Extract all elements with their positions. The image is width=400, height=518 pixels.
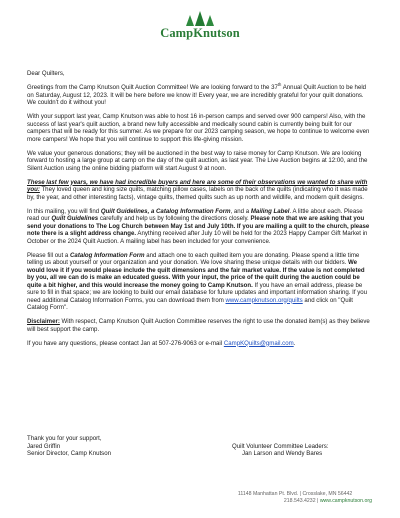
paragraph-catalog-form: Please fill out a Catalog Information Form and attach one to each quilted item you are donating. Please spend a little time telling us about yourself or your organization and your donation. We love sharing these unique details with our bidders. We would love it if you would please include the quilt dimensions and the fair market value. If the value is not completed by you, all we can do is make an educated guess. With your input, the price of the quilt during the auction could be quite a bit higher, and this would increase the money going to Camp Knutson. If you have an email address, please be sure to fill in that space; we are looking to build our email database for future updates and important information sharing. If you need additional Catalog Information Forms, you can download them from www.campknutson.org/quilts and click on "Quilt Catalog Form".	[27, 251, 368, 311]
committee-heading: Quilt Volunteer Committee Leaders:	[232, 442, 329, 450]
footer-phone: 218.543.4232	[283, 498, 316, 504]
committee-names: Jan Larson and Wendy Bares	[242, 450, 323, 458]
footer-address: 11148 Manhattan Pt. Blvd. | Crosslake, MN 56442	[237, 491, 353, 497]
paragraph-donations: We value your generous donations; they will be auctioned in the best way to raise money for Camp Knutson. We are looking forward to hosting a large group at camp on the day of the quilt auction, as last year. The Live Auction begins at 12:00, and the Silent Auction using the online bidding platform will start August 9 at noon.	[27, 149, 368, 172]
signer-name: Jared Griffin	[27, 442, 61, 450]
committee-leaders	[232, 443, 329, 458]
letter-body	[27, 70, 373, 354]
greeting: Dear Quilters,	[27, 70, 65, 77]
closing: Thank you for your support,	[27, 435, 102, 442]
footer-address-block	[238, 491, 372, 505]
signer-title: Senior Director, Camp Knutson	[27, 450, 111, 458]
camp-knutson-logo	[0, 10, 400, 41]
footer-website[interactable]: www.campknutson.org	[319, 498, 372, 504]
paragraph-intro: Greetings from the Camp Knutson Quilt Auction Committee! We are looking forward to the 37th Annual Quilt Auction to be held on Saturday, August 12, 2023. It will be here before we know it! Every year, we are incredibly grateful for your quilt donations. We couldn't do it without you!	[27, 81, 367, 106]
signature-block	[27, 435, 373, 458]
paragraph-contact: If you have any questions, please contact Jan at 507-276-9063 or e-mail CampKQuilts@gmail.com.	[27, 339, 296, 347]
paragraph-buyer-observations: These last few years, we have had incredible buyers and here are some of their observations we wanted to share with you: They loved queen and king size quilts, matching pillow cases, labels on the back of the quilts (indicating who it was made by, the year, and other interesting facts), vintage quilts, themed quilts such as up north and wildlife, and modern quilt designs.	[27, 178, 368, 201]
quilts-page-link[interactable]: www.campknutson.org/quilts	[225, 296, 303, 304]
paragraph-support: With your support last year, Camp Knutson was able to host 16 in-person camps and served over 900 campers! Also, with the success of last year's quilt auction, a brand new fully accessible and medically sound cabin is currently being built for our campers that will be ready for this summer. As we prepare for our 2023 camping season, we hope to continue to welcome even more campers! We hope that you will continue to support this life-giving mission.	[27, 113, 370, 143]
paragraph-disclaimer: Disclaimer: With respect, Camp Knutson Quilt Auction Committee reserves the right to use the donated item(s) as they believe will best support the camp.	[27, 318, 370, 333]
pine-trees-icon	[0, 10, 400, 26]
logo-wordmark: CampKnutson	[160, 26, 240, 40]
footer-contact: 218.543.4232 | www.campknutson.org	[283, 498, 372, 504]
email-link[interactable]: CampKQuilts@gmail.com	[223, 339, 294, 347]
paragraph-mailing-contents: In this mailing, you will find Quilt Guidelines, a Catalog Information Form, and a Mailing Label. A little about each. Please read our Quilt Guidelines carefully and help us by following the directions closely. Please note that we are asking that you send your donations to The Log Church between May 1st and July 10th. If you are mailing a quilt to the church, please note there is a slight address change. Anything received after July 10 will be held for the 2023 Happy Camper Gift Market in October or the 2024 Quilt Auction. A mailing label has been included for your convenience.	[27, 207, 370, 245]
